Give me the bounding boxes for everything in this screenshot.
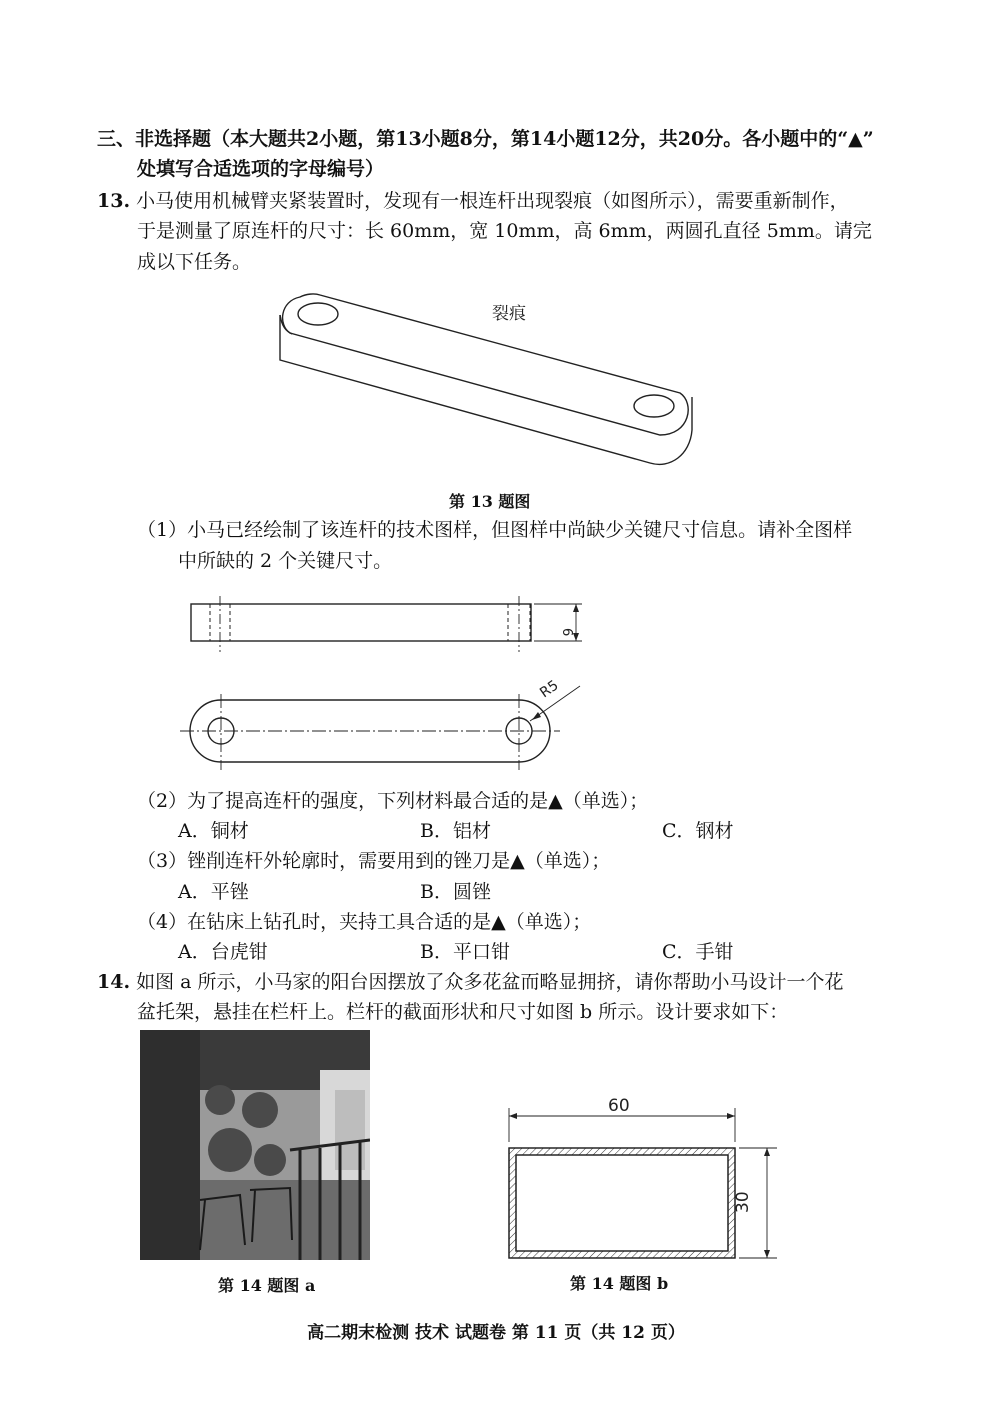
q13-number: 13. bbox=[97, 190, 131, 212]
dim-radius-label: R5 bbox=[537, 677, 562, 702]
q13-sub3-option-b: B．圆锉 bbox=[420, 881, 491, 903]
q13-sub3: （3）锉削连杆外轮廓时，需要用到的锉刀是▲（单选）； bbox=[137, 850, 611, 872]
rod-front-face bbox=[280, 315, 692, 464]
section-heading: 三、非选择题 bbox=[97, 128, 212, 150]
q13-sub2-option-b: B．铝材 bbox=[420, 820, 491, 842]
q13-sub4: （4）在钻床上钻孔时，夹持工具合适的是▲（单选）； bbox=[137, 911, 592, 933]
q14-line1-row bbox=[97, 969, 844, 995]
q13-line1: 小马使用机械臂夹紧装置时，发现有一根连杆出现裂痕（如图所示），需要重新制作， bbox=[136, 190, 849, 212]
q13-sub3-option-a: A．平锉 bbox=[178, 881, 249, 903]
page-footer: 高二期末检测 技术 试题卷 第 11 页（共 12 页） bbox=[307, 1323, 685, 1343]
rod-hole-right bbox=[634, 395, 674, 417]
rod-top-face bbox=[283, 294, 689, 435]
q14-number: 14. bbox=[97, 971, 131, 993]
q14-line2: 盆托架，悬挂在栏杆上。栏杆的截面形状和尺寸如图 b 所示。设计要求如下： bbox=[137, 1001, 789, 1023]
q13-sub1-line1: （1）小马已经绘制了该连杆的技术图样，但图样中尚缺少关键尺寸信息。请补全图样 bbox=[137, 519, 853, 541]
rod-hole-left bbox=[298, 303, 338, 325]
q13-figure-caption: 第 13 题图 bbox=[449, 492, 531, 511]
q13-sub1-line2: 中所缺的 2 个关键尺寸。 bbox=[178, 550, 393, 572]
q13-sub4-option-a: A．台虎钳 bbox=[178, 941, 268, 963]
q13-line3: 成以下任务。 bbox=[137, 251, 252, 273]
q14-balcony-photo bbox=[140, 1030, 370, 1260]
section-note-2: 处填写合适选项的字母编号） bbox=[137, 158, 385, 180]
q13-technical-drawing bbox=[170, 590, 600, 775]
q13-isometric-figure bbox=[270, 285, 710, 485]
q14-caption-a: 第 14 题图 a bbox=[218, 1276, 316, 1295]
q13-sub2-option-c: C．钢材 bbox=[662, 820, 734, 842]
q13-sub4-option-c: C．手钳 bbox=[662, 941, 734, 963]
tube-section bbox=[509, 1148, 735, 1258]
section-heading-line bbox=[97, 126, 874, 152]
crack-label: 裂痕 bbox=[492, 304, 526, 324]
q13-sub4-option-b: B．平口钳 bbox=[420, 941, 510, 963]
q13-line2: 于是测量了原连杆的尺寸：长 60mm，宽 10mm，高 6mm，两圆孔直径 5mm。请完 bbox=[137, 220, 872, 242]
dim-height-label-b: 30 bbox=[733, 1191, 753, 1213]
dim-height-label: 6 bbox=[559, 628, 574, 637]
front-view-outline bbox=[191, 604, 531, 641]
q13-sub2: （2）为了提高连杆的强度，下列材料最合适的是▲（单选）； bbox=[137, 790, 649, 812]
q13-sub2-option-a: A．铜材 bbox=[178, 820, 249, 842]
q14-cross-section bbox=[495, 1090, 785, 1270]
q14-line1: 如图 a 所示，小马家的阳台因摆放了众多花盆而略显拥挤，请你帮助小马设计一个花 bbox=[136, 971, 844, 993]
q13-line1-row bbox=[97, 188, 849, 214]
section-note-1: （本大题共2小题，第13小题8分，第14小题12分，共20分。各小题中的“▲” bbox=[211, 128, 874, 150]
dim-width-label: 60 bbox=[608, 1096, 630, 1116]
q14-caption-b: 第 14 题图 b bbox=[570, 1274, 669, 1293]
